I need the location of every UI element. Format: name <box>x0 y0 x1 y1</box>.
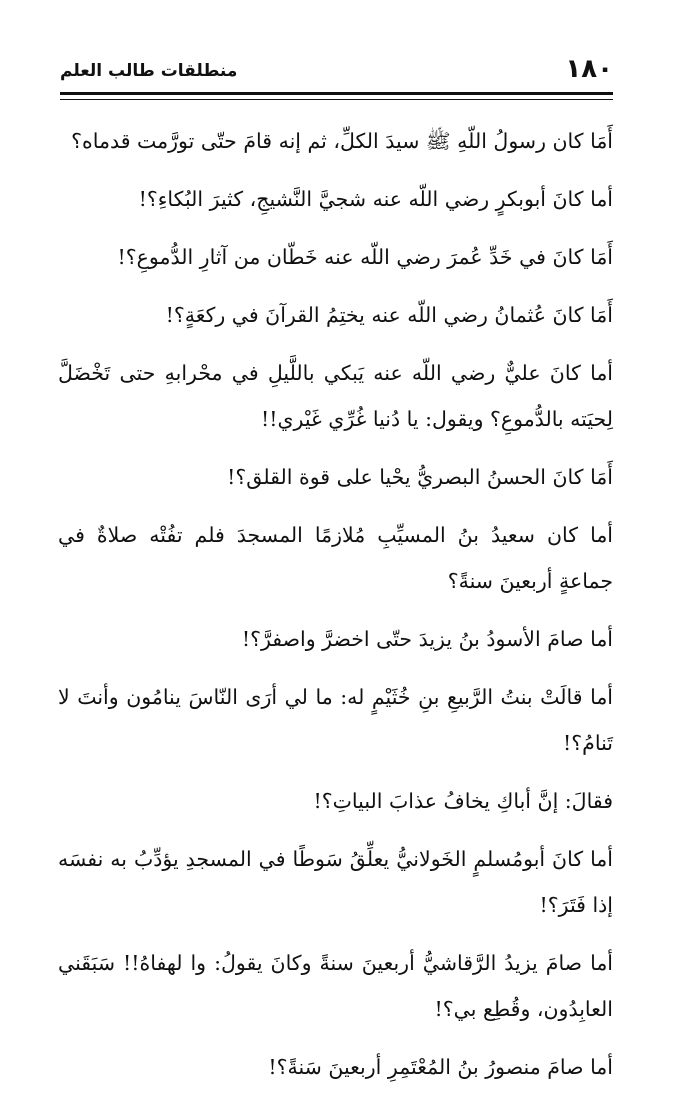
header-rule-thick <box>60 92 613 95</box>
paragraph: أما صامَ منصورُ بنُ المُعْتَمِرِ أربعينَ سَنةً؟! <box>268 1055 613 1079</box>
header-rule-thin <box>60 99 613 100</box>
paragraph: أَمَا كانَ عُثمانُ رضي اللّه عنه يختِمُ القرآنَ في ركعَةٍ؟! <box>165 303 613 327</box>
paragraph: أما صامَ يزيدُ الرَّقاشيُّ أربعينَ سنةً وكانَ يقولُ: وا لهفاهُ!! سَبَقَني العابِدُون، وقُطِع بي؟! <box>58 951 613 1021</box>
paragraph: أَمَا كانَ الحسنُ البصريُّ يحْيا على قوة القلق؟! <box>227 465 613 489</box>
paragraph: أَمَا كانَ في خَدِّ عُمرَ رضي اللّه عنه خَطّان من آثارِ الدُّموعِ؟! <box>117 245 613 269</box>
paragraph: أَمَا كان رسولُ اللّهِ ﷺ سيدَ الكلِّ، ثم إنه قامَ حتّى تورَّمت قدماه؟ <box>71 129 613 153</box>
body-text <box>58 118 613 1102</box>
running-title: منطلقات طالب العلم <box>60 61 238 81</box>
page-number: ١٨٠ <box>565 54 613 84</box>
paragraph: أما كانَ أبوبكرٍ رضي اللّه عنه شجيَّ النَّشيجِ، كثيرَ البُكاءِ؟! <box>138 187 613 211</box>
page-header <box>60 52 613 86</box>
paragraph: أما كان سعيدُ بنُ المسيِّبِ مُلازمًا المسجدَ فلم تفُتْه صلاةٌ في جماعةٍ أربعينَ سنةً؟ <box>58 523 613 593</box>
paragraph: أما قالَتْ بنتُ الرَّبيعِ بنِ خُثَيْمٍ له: ما لي أرَى النّاسَ ينامُون وأنتَ لا تَنامُ؟! <box>58 685 613 755</box>
paragraph: أما كانَ أبومُسلمٍ الخَولانيُّ يعلِّقُ سَوطًا في المسجدِ يؤدِّبُ به نفسَه إذا فَتَرَ؟! <box>58 847 613 917</box>
paragraph: فقالَ: إنَّ أباكِ يخافُ عذابَ البياتِ؟! <box>313 789 613 813</box>
paragraph: أما كانَ عليٌّ رضي اللّه عنه يَبكي باللَّيلِ في محْرابهِ حتى تَخْضَلَّ لِحيَته بالدُّموعِ؟ ويقول: يا دُنيا غُرِّي غَيْري!! <box>58 361 613 431</box>
paragraph: أما صامَ الأسودُ بنُ يزيدَ حتّى اخضرَّ واصفرَّ؟! <box>241 627 613 651</box>
